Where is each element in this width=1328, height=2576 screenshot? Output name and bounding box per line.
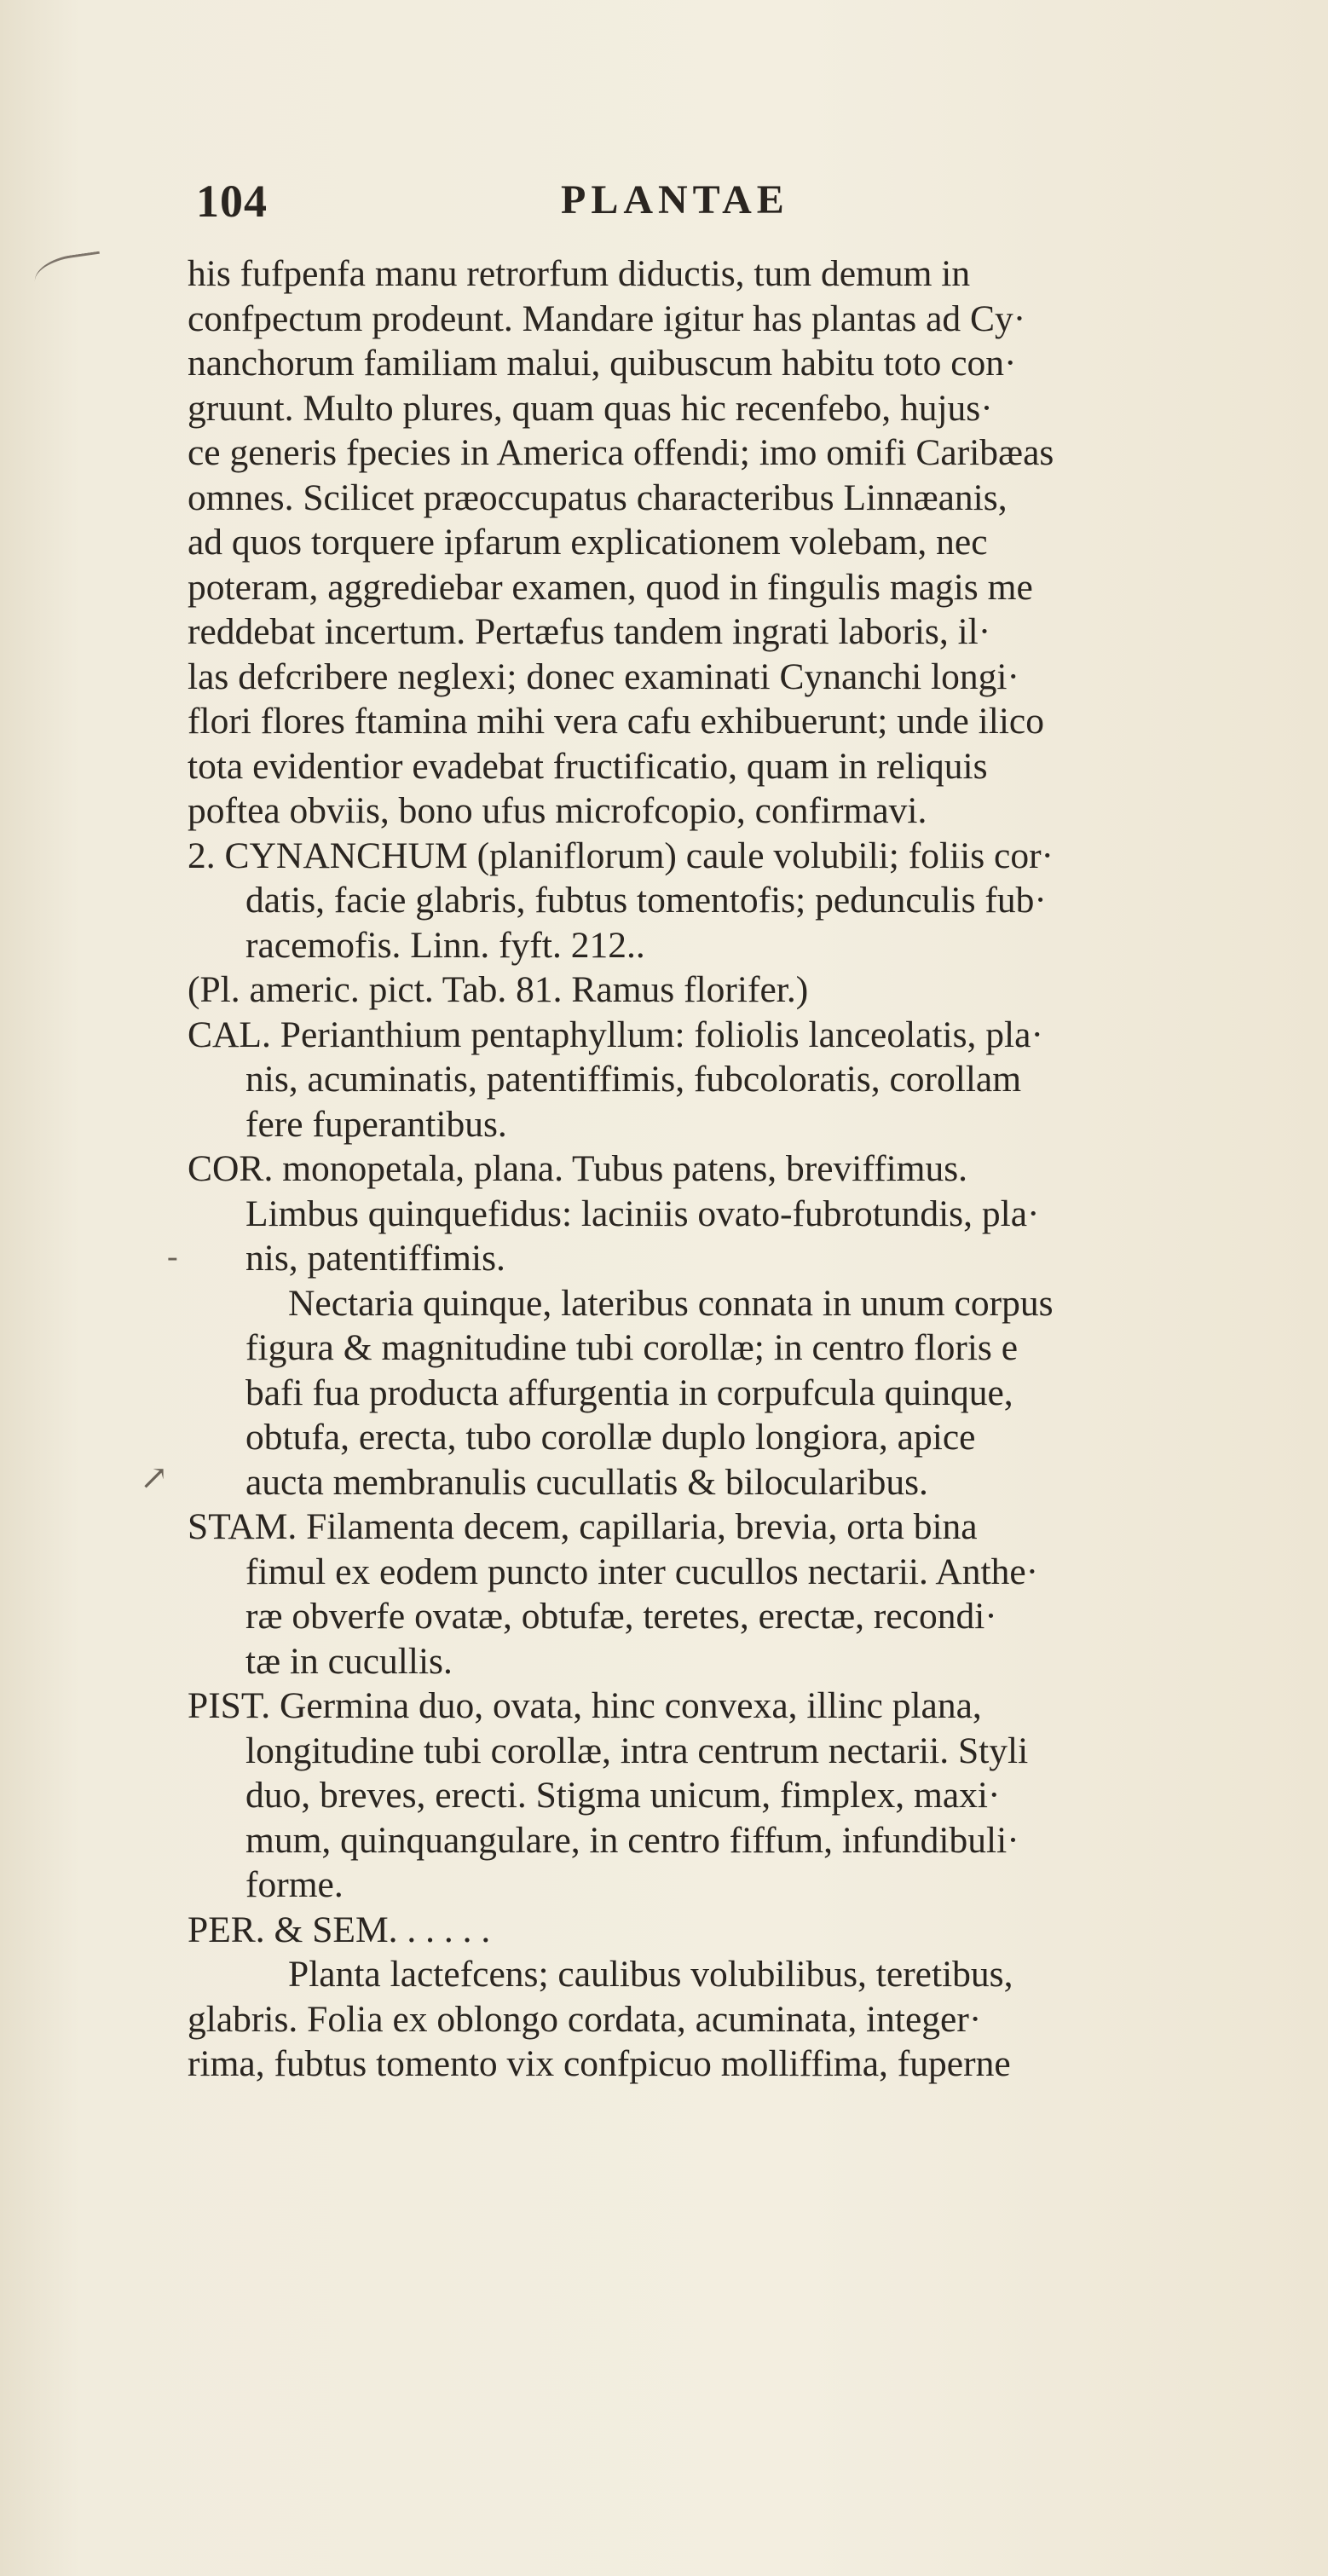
body-text xyxy=(188,251,1325,2087)
text-line: las defcribere neglexi; donec examinati Cynanchi longi· xyxy=(188,656,1019,697)
text-line: gruunt. Multo plures, quam quas hic recenfebo, hujus· xyxy=(188,387,993,429)
text-line: figura & magnitudine tubi corollæ; in centro floris e xyxy=(245,1327,1019,1368)
text-line: ræ obverfe ovatæ, obtufæ, teretes, erectæ, recondi· xyxy=(245,1596,997,1637)
text-line: bafi fua producta affurgentia in corpufcula quinque, xyxy=(245,1372,1013,1413)
corolla-description: COR. monopetala, plana. Tubus patens, breviffimus. xyxy=(188,1148,968,1189)
text-line: racemofis. Linn. fyft. 212.. xyxy=(245,924,645,966)
margin-arrow-mark: ↗ xyxy=(140,1458,169,1497)
text-line: reddebat incertum. Pertæfus tandem ingrati laboris, il· xyxy=(188,611,991,652)
species-heading: 2. CYNANCHUM (planiflorum) caule volubili; foliis cor· xyxy=(188,835,1054,876)
text-line: nanchorum familiam malui, quibuscum habitu toto con· xyxy=(188,343,1017,384)
text-line: his fufpenfa manu retrorfum diductis, tum demum in xyxy=(188,253,971,294)
text-line: glabris. Folia ex oblongo cordata, acuminata, integer· xyxy=(188,1998,982,2040)
running-head: PLANTAE xyxy=(561,177,789,222)
text-line: nis, acuminatis, patentiffimis, fubcoloratis, corollam xyxy=(245,1059,1022,1100)
pericarp-seed-heading: PER. & SEM. . . . . . xyxy=(188,1909,491,1950)
calyx-description: CAL. Perianthium pentaphyllum: foliolis lanceolatis, pla· xyxy=(188,1014,1043,1055)
text-line: confpectum prodeunt. Mandare igitur has plantas ad Cy· xyxy=(188,297,1026,339)
margin-pencil-mark xyxy=(32,251,104,297)
text-line: Nectaria quinque, lateribus connata in unum corpus xyxy=(288,1282,1054,1324)
text-line: duo, breves, erecti. Stigma unicum, fimplex, maxi· xyxy=(245,1775,1001,1816)
text-line: flori flores ftamina mihi vera cafu exhibuerunt; unde ilico xyxy=(188,701,1044,742)
text-line: nis, patentiffimis. xyxy=(245,1238,505,1279)
page-number: 104 xyxy=(196,176,268,227)
text-line: Limbus quinquefidus: laciniis ovato-fubrotundis, pla· xyxy=(245,1193,1040,1234)
text-line: aucta membranulis cucullatis & bilocularibus. xyxy=(245,1461,928,1503)
text-line: omnes. Scilicet præoccupatus characteribus Linnæanis, xyxy=(188,477,1008,518)
text-line: ad quos torquere ipfarum explicationem volebam, nec xyxy=(188,522,988,563)
text-line: poftea obviis, bono ufus microfcopio, confirmavi. xyxy=(188,790,927,831)
text-line: ce generis fpecies in America offendi; imo omifi Caribæas xyxy=(188,432,1054,473)
text-line: mum, quinquangulare, in centro fiffum, infundibuli· xyxy=(245,1819,1019,1861)
text-line: Planta lactefcens; caulibus volubilibus, teretibus, xyxy=(288,1954,1013,1995)
text-line: rima, fubtus tomento vix confpicuo molliffima, fuperne xyxy=(188,2043,1011,2084)
page-header xyxy=(196,175,1151,234)
margin-dash-mark: - xyxy=(167,1239,178,1274)
text-line: fimul ex eodem puncto inter cucullos nectarii. Anthe· xyxy=(245,1551,1039,1592)
text-line: datis, facie glabris, fubtus tomentofis; pedunculis fub· xyxy=(245,880,1047,921)
text-line: poteram, aggrediebar examen, quod in fingulis magis me xyxy=(188,566,1033,608)
text-line: tæ in cucullis. xyxy=(245,1640,453,1682)
text-line: tota evidentior evadebat fructificatio, quam in reliquis xyxy=(188,745,988,787)
text-line: forme. xyxy=(245,1864,344,1905)
text-line: obtufa, erecta, tubo corollæ duplo longiora, apice xyxy=(245,1417,976,1458)
text-line: fere fuperantibus. xyxy=(245,1103,507,1145)
plate-reference: (Pl. americ. pict. Tab. 81. Ramus florifer.) xyxy=(188,969,809,1010)
text-line: longitudine tubi corollæ, intra centrum nectarii. Styli xyxy=(245,1730,1029,1771)
stamen-description: STAM. Filamenta decem, capillaria, brevia, orta bina xyxy=(188,1506,978,1547)
pistil-description: PIST. Germina duo, ovata, hinc convexa, illinc plana, xyxy=(188,1685,982,1726)
